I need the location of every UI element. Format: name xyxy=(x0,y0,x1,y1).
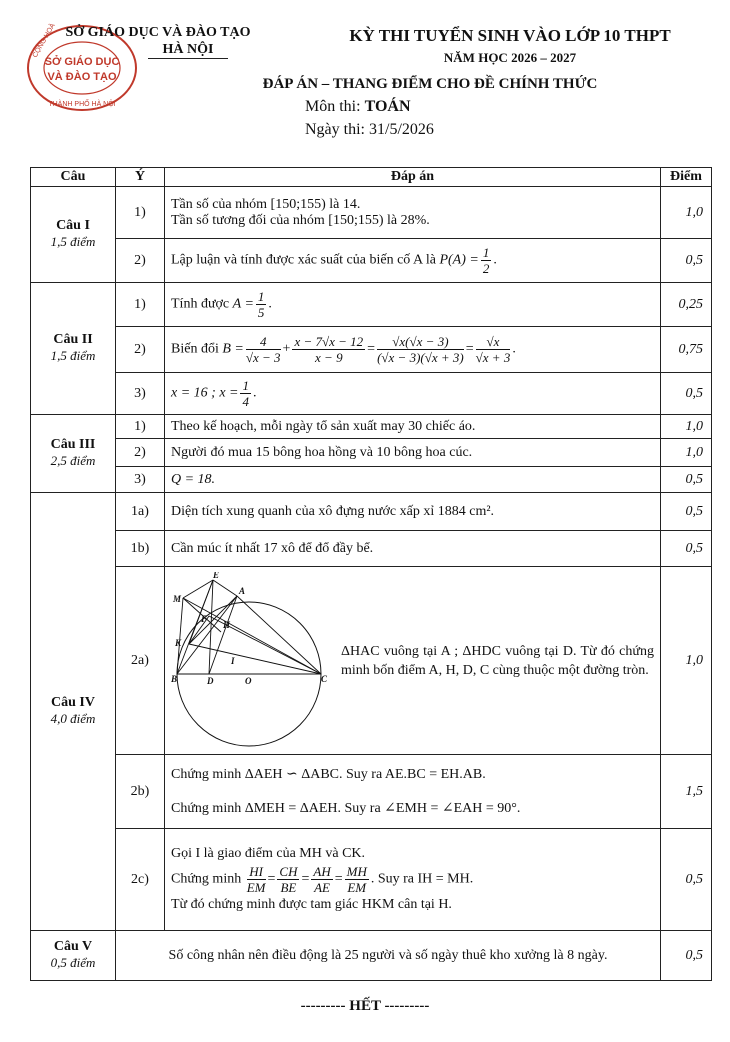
answer-cell: Lập luận và tính được xác suất của biến cố A là P(A) = $\frac{1}{2}$ . xyxy=(165,239,661,283)
answer-key-header xyxy=(180,76,680,138)
item-label: 2b) xyxy=(116,755,165,829)
score-cell: 0,5 xyxy=(661,239,712,283)
fraction xyxy=(345,864,369,895)
table-row xyxy=(31,931,712,981)
score-cell: 0,5 xyxy=(661,531,712,567)
label-m: M xyxy=(173,593,182,604)
answer-cell: Cần múc ít nhất 17 xô để đổ đầy bể. xyxy=(165,531,661,567)
question-cell xyxy=(31,187,116,283)
score-cell: 1,5 xyxy=(661,755,712,829)
fraction-den: (√x − 3)(√x + 3) xyxy=(377,350,464,365)
answer-cell: Theo kế hoạch, mỗi ngày tổ sản xuất may 30 chiếc áo. xyxy=(165,415,661,439)
fraction-den: EM xyxy=(246,880,266,895)
score-cell: 1,0 xyxy=(661,439,712,467)
fraction xyxy=(292,334,365,365)
math-expr: A = xyxy=(232,296,254,312)
table-row xyxy=(31,415,712,439)
math-expr: P(A) = xyxy=(439,252,479,268)
department-header xyxy=(58,24,258,59)
item-label: 1) xyxy=(116,283,165,327)
question-cell xyxy=(31,415,116,493)
answer-cell xyxy=(165,567,661,755)
geometry-figure xyxy=(171,572,331,750)
label-c: C xyxy=(321,673,328,684)
fraction-den: EM xyxy=(347,880,367,895)
score-cell: 1,0 xyxy=(661,415,712,439)
item-label: 3) xyxy=(116,373,165,415)
table-row xyxy=(31,567,712,755)
question-name: Câu III xyxy=(50,437,96,452)
svg-text:CỘNG HOÀ: CỘNG HOÀ xyxy=(31,22,57,59)
answer-line: Chứng minh ΔMEH = ΔAEH. Suy ra ∠EMH = ∠EAH = 90°. xyxy=(171,800,521,816)
table-row xyxy=(31,327,712,373)
answer-line: Tần số tương đối của nhóm [150;155) là 28%. xyxy=(171,212,430,228)
exam-header xyxy=(300,26,720,66)
answer-text: Chứng minh xyxy=(171,871,242,887)
item-label: 2a) xyxy=(116,567,165,755)
subject-line xyxy=(305,98,411,116)
item-label: 1) xyxy=(116,415,165,439)
question-points: 1,5 điểm xyxy=(50,234,96,249)
fraction-den: √x − 3 xyxy=(245,350,281,365)
label-k: K xyxy=(175,637,182,648)
answer-cell xyxy=(165,187,661,239)
fraction-num: 4 xyxy=(246,334,281,350)
score-cell: 0,5 xyxy=(661,373,712,415)
item-label: 3) xyxy=(116,467,165,493)
question-points: 1,5 điểm xyxy=(50,348,96,363)
subject-name: TOÁN xyxy=(364,98,411,115)
score-cell: 0,5 xyxy=(661,467,712,493)
fraction xyxy=(247,864,266,895)
answer-cell: Tính được A = $\frac{1}{5}$ . xyxy=(165,283,661,327)
table-row xyxy=(31,467,712,493)
answer-line: Chứng minh $\frac{HI}{EM}$ = $\frac{CH}{BE}$ = $\frac{AH}{AE}$ = $\frac{MH}{EM}$ . Suy ra IH = MH. xyxy=(171,864,474,895)
fraction-num: 1 xyxy=(257,289,265,304)
svg-text:THÀNH PHỐ HÀ NỘI: THÀNH PHỐ HÀ NỘI xyxy=(48,101,116,108)
fraction-den: x − 9 xyxy=(315,350,343,365)
question-name: Câu II xyxy=(53,332,93,347)
fraction xyxy=(476,334,511,365)
table-row xyxy=(31,439,712,467)
answer-text: . Suy ra IH = MH. xyxy=(370,871,474,887)
fraction-num: 1 xyxy=(242,378,249,393)
answer-text: Biến đổi xyxy=(171,341,219,357)
answer-cell: Diện tích xung quanh của xô đựng nước xấp xỉ 1884 cm². xyxy=(165,493,661,531)
label-d: D xyxy=(207,675,214,686)
item-label: 1) xyxy=(116,187,165,239)
fraction xyxy=(246,334,281,365)
exam-date: Ngày thi: 31/5/2026 xyxy=(305,121,434,138)
question-cell xyxy=(31,493,116,931)
department-name: SỞ GIÁO DỤC VÀ ĐÀO TẠO xyxy=(65,25,251,40)
fraction xyxy=(311,864,332,895)
table-row xyxy=(31,239,712,283)
fraction-num: 1 xyxy=(482,245,490,260)
label-f: F xyxy=(201,613,208,624)
school-year: NĂM HỌC 2026 – 2027 xyxy=(443,50,577,65)
label-a: A xyxy=(239,585,246,596)
question-points: 2,5 điểm xyxy=(50,453,96,468)
score-cell: 0,75 xyxy=(661,327,712,373)
fraction-num: CH xyxy=(279,864,298,879)
fraction xyxy=(240,378,251,409)
answer-key-title: ĐÁP ÁN – THANG ĐIỂM CHO ĐỀ CHÍNH THỨC xyxy=(262,76,598,92)
fraction-den: AE xyxy=(314,880,330,895)
answer-cell xyxy=(165,829,661,931)
answer-cell xyxy=(165,755,661,829)
fraction xyxy=(256,289,267,320)
score-cell: 1,0 xyxy=(661,187,712,239)
answer-text: Lập luận và tính được xác suất của biến cố A là xyxy=(171,252,436,268)
header-diem: Điểm xyxy=(661,168,712,187)
math-expr: B = xyxy=(222,341,244,357)
question-name: Câu IV xyxy=(51,695,95,710)
item-label: 2) xyxy=(116,327,165,373)
score-cell: 0,5 xyxy=(661,931,712,981)
exam-title: KỲ THI TUYỂN SINH VÀO LỚP 10 THPT xyxy=(349,26,671,45)
item-label: 2c) xyxy=(116,829,165,931)
table-row xyxy=(31,373,712,415)
table-row xyxy=(31,829,712,931)
score-cell: 0,5 xyxy=(661,829,712,931)
fraction xyxy=(277,864,299,895)
score-cell: 0,5 xyxy=(661,493,712,531)
fraction-num: MH xyxy=(346,864,367,879)
answer-text: ΔHAC vuông tại A ; ΔHDC vuông tại D. Từ đó chứng minh bốn điểm A, H, D, C cùng thuộc một đường tròn. xyxy=(341,643,654,678)
header-cau: Câu xyxy=(31,168,116,187)
answer-cell: Q = 18. xyxy=(165,467,661,493)
table-row xyxy=(31,283,712,327)
svg-text:SỞ GIÁO DỤC: SỞ GIÁO DỤC xyxy=(44,56,120,68)
table-row xyxy=(31,531,712,567)
table-header-row xyxy=(31,168,712,187)
item-label: 2) xyxy=(116,239,165,283)
header-dap-an: Đáp án xyxy=(165,168,661,187)
label-i: I xyxy=(231,655,235,666)
department-city: HÀ NỘI xyxy=(148,41,228,59)
score-cell: 1,0 xyxy=(661,567,712,755)
fraction-num: √x(√x − 3) xyxy=(377,334,464,350)
label-o: O xyxy=(245,675,252,686)
fraction-den: BE xyxy=(280,880,297,895)
label-e: E xyxy=(213,571,220,580)
fraction-den: 5 xyxy=(257,305,265,320)
answer-line: Chứng minh ΔAEH ∽ ΔABC. Suy ra AE.BC = EH.AB. xyxy=(171,766,486,782)
answer-cell: Người đó mua 15 bông hoa hồng và 10 bông hoa cúc. xyxy=(165,439,661,467)
fraction-num: x − 7√x − 12 xyxy=(294,334,364,349)
math-expr: x = 16 ; x = xyxy=(171,385,239,401)
fraction-den: √x + 3 xyxy=(475,350,511,365)
header-y: Ý xyxy=(116,168,165,187)
fraction-den: 2 xyxy=(482,261,490,276)
question-name: Câu I xyxy=(56,218,90,233)
svg-text:VÀ ĐÀO TẠO: VÀ ĐÀO TẠO xyxy=(47,71,117,83)
answer-text: Tính được xyxy=(171,296,230,312)
answer-line: Từ đó chứng minh được tam giác HKM cân tại H. xyxy=(171,897,452,912)
fraction xyxy=(481,245,492,276)
fraction-num: HI xyxy=(247,864,266,880)
question-points: 0,5 điểm xyxy=(50,955,96,970)
answer-cell: Số công nhân nên điều động là 25 người và số ngày thuê kho xưởng là 8 ngày. xyxy=(116,931,661,981)
item-label: 1a) xyxy=(116,493,165,531)
question-points: 4,0 điểm xyxy=(50,711,96,726)
answer-cell: Biến đổi B = $\frac{4}{√x - 3}$ + $\frac{x - 7√x - 12}{x - 9}$ = $\frac{√x(√x - 3)}{(√x - 3)(√x + 3)}$ = $\frac{√x}{√x + 3}$ . xyxy=(165,327,661,373)
answer-line: Gọi I là giao điểm của MH và CK. xyxy=(171,846,366,861)
question-cell xyxy=(31,283,116,415)
table-row xyxy=(31,493,712,531)
score-cell: 0,25 xyxy=(661,283,712,327)
subject-label: Môn thi: xyxy=(305,98,365,115)
answer-cell: x = 16 ; x = $\frac{1}{4}$ . xyxy=(165,373,661,415)
table-row xyxy=(31,755,712,829)
fraction-den: 4 xyxy=(242,394,249,409)
item-label: 2) xyxy=(116,439,165,467)
label-b: B xyxy=(171,673,178,684)
end-marker: --------- HẾT --------- xyxy=(300,998,430,1014)
fraction xyxy=(377,334,464,365)
fraction-num: AH xyxy=(313,864,331,879)
answer-table xyxy=(30,167,712,981)
item-label: 1b) xyxy=(116,531,165,567)
question-cell xyxy=(31,931,116,981)
table-row xyxy=(31,187,712,239)
label-h: H xyxy=(223,619,231,630)
question-name: Câu V xyxy=(53,939,93,954)
answer-line: Tần số của nhóm [150;155) là 14. xyxy=(171,196,361,212)
fraction-num: √x xyxy=(476,334,511,350)
